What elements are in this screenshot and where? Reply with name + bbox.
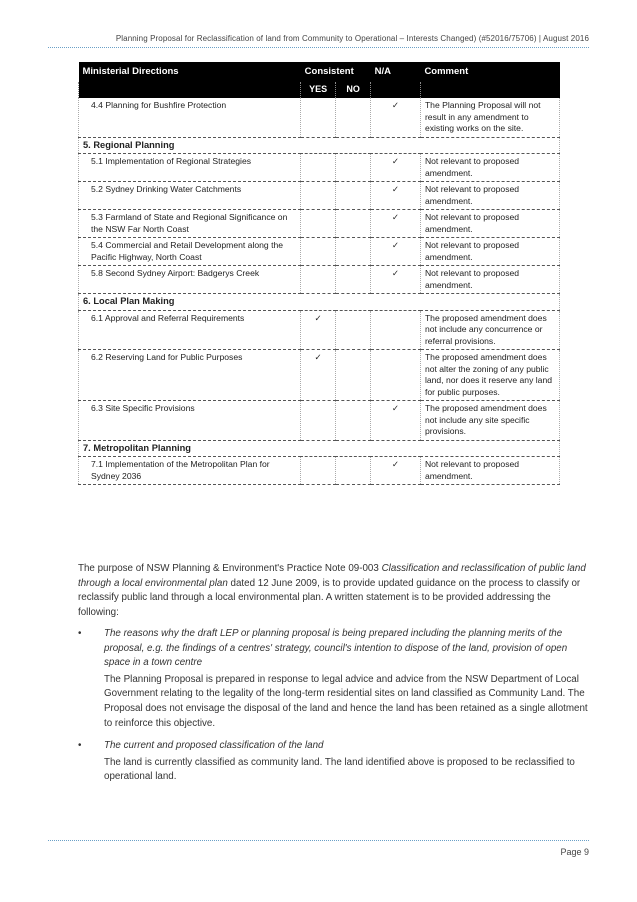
cell-yes (301, 457, 336, 485)
cell-direction: 6.3 Site Specific Provisions (79, 401, 301, 441)
table-section-row (79, 440, 560, 457)
cell-yes: ✓ (301, 350, 336, 401)
cell-no (336, 182, 371, 210)
cell-comment: Not relevant to proposed amendment. (420, 266, 559, 294)
intro-text-a: The purpose of NSW Planning & Environment's Practice Note 09-003 (78, 563, 382, 574)
cell-yes (301, 98, 336, 137)
table-row (79, 457, 560, 485)
cell-comment: Not relevant to proposed amendment. (420, 210, 559, 238)
bullet-icon: • (78, 628, 82, 639)
cell-na: ✓ (371, 401, 421, 441)
cell-direction: 5.8 Second Sydney Airport: Badgerys Creek (79, 266, 301, 294)
footer-divider (48, 840, 589, 841)
header-consistent: Consistent (301, 62, 371, 82)
section-title: 7. Metropolitan Planning (79, 440, 560, 457)
cell-direction: 5.3 Farmland of State and Regional Significance on the NSW Far North Coast (79, 210, 301, 238)
cell-na: ✓ (371, 210, 421, 238)
table-body (79, 98, 560, 485)
bullet-answer: The Planning Proposal is prepared in response to legal advice and advice from the NSW Department of Local Government relating to the legality of the long-term residential sites on land classified as Community Land. The Proposal does not envisage the disposal of the land and hence the land has been retained as a single allotment to reinforce this objective. (104, 673, 588, 729)
cell-no (336, 266, 371, 294)
header-directions: Ministerial Directions (79, 62, 301, 82)
cell-direction: 5.1 Implementation of Regional Strategies (79, 154, 301, 182)
intro-text-title: Classification and reclassification of public land through a local environmental plan (78, 563, 586, 589)
cell-yes (301, 210, 336, 238)
table-row (79, 350, 560, 401)
table-section-row (79, 294, 560, 311)
cell-yes (301, 154, 336, 182)
table-section-row (79, 137, 560, 154)
page-number: Page 9 (560, 847, 589, 857)
page-header: Planning Proposal for Reclassification of land from Community to Operational – Interests Changed) (#52016/75706) | August 2016 (115, 34, 589, 43)
cell-yes: ✓ (301, 310, 336, 350)
bullet-answer: The land is currently classified as community land. The land identified above is proposed to be reclassified to operational land. (104, 756, 575, 783)
cell-na: ✓ (371, 154, 421, 182)
cell-comment: Not relevant to proposed amendment. (420, 154, 559, 182)
bullet-question: The reasons why the draft LEP or planning proposal is being prepared including the planning merits of the proposal, e.g. the findings of a centres' strategy, council's intention to dispose of the land, provision of open space in a town centre (104, 628, 568, 669)
cell-no (336, 210, 371, 238)
cell-direction: 5.4 Commercial and Retail Development along the Pacific Highway, North Coast (79, 238, 301, 266)
ministerial-directions-table (78, 62, 560, 485)
list-item (78, 627, 590, 731)
list-item (78, 739, 590, 785)
table-row (79, 210, 560, 238)
cell-comment: The Planning Proposal will not result in any amendment to existing works on the site. (420, 98, 559, 137)
cell-no (336, 457, 371, 485)
cell-comment: Not relevant to proposed amendment. (420, 457, 559, 485)
cell-no (336, 310, 371, 350)
cell-direction: 5.2 Sydney Drinking Water Catchments (79, 182, 301, 210)
header-yes: YES (301, 82, 336, 98)
cell-direction: 6.1 Approval and Referral Requirements (79, 310, 301, 350)
table-subheader-row (79, 82, 560, 98)
bullet-icon: • (78, 740, 82, 752)
intro-paragraph (78, 562, 588, 620)
table-row (79, 401, 560, 441)
cell-no (336, 98, 371, 137)
cell-na: ✓ (371, 266, 421, 294)
cell-yes (301, 238, 336, 266)
cell-yes (301, 266, 336, 294)
cell-comment: Not relevant to proposed amendment. (420, 182, 559, 210)
table-row (79, 238, 560, 266)
bullet-list (78, 627, 590, 793)
cell-comment: Not relevant to proposed amendment. (420, 238, 559, 266)
cell-na: ✓ (371, 182, 421, 210)
cell-comment: The proposed amendment does not include any concurrence or referral provisions. (420, 310, 559, 350)
cell-na (371, 350, 421, 401)
cell-no (336, 401, 371, 441)
header-comment: Comment (420, 62, 559, 82)
table-row (79, 154, 560, 182)
header-divider (48, 47, 589, 48)
table-row (79, 266, 560, 294)
cell-direction: 4.4 Planning for Bushfire Protection (79, 98, 301, 137)
cell-yes (301, 182, 336, 210)
header-no: NO (336, 82, 371, 98)
section-title: 6. Local Plan Making (79, 294, 560, 311)
table-header-row (79, 62, 560, 82)
cell-no (336, 350, 371, 401)
cell-comment: The proposed amendment does not alter the zoning of any public land, nor does it reserve any land for public purposes. (420, 350, 559, 401)
cell-na: ✓ (371, 98, 421, 137)
section-title: 5. Regional Planning (79, 137, 560, 154)
cell-no (336, 154, 371, 182)
bullet-question: The current and proposed classification of the land (104, 740, 324, 752)
cell-direction: 7.1 Implementation of the Metropolitan Plan for Sydney 2036 (79, 457, 301, 485)
intro-text-c: dated 12 June 2009, is to provide updated guidance on the process to classify or reclassify public land through a local environmental plan. A written statement is to be provided addressing the following: (78, 577, 581, 618)
header-na: N/A (371, 62, 421, 82)
cell-na: ✓ (371, 238, 421, 266)
table-row (79, 182, 560, 210)
cell-no (336, 238, 371, 266)
cell-na: ✓ (371, 457, 421, 485)
table-row (79, 310, 560, 350)
table-row (79, 98, 560, 137)
cell-yes (301, 401, 336, 441)
cell-comment: The proposed amendment does not include any site specific provisions. (420, 401, 559, 441)
cell-direction: 6.2 Reserving Land for Public Purposes (79, 350, 301, 401)
cell-na (371, 310, 421, 350)
